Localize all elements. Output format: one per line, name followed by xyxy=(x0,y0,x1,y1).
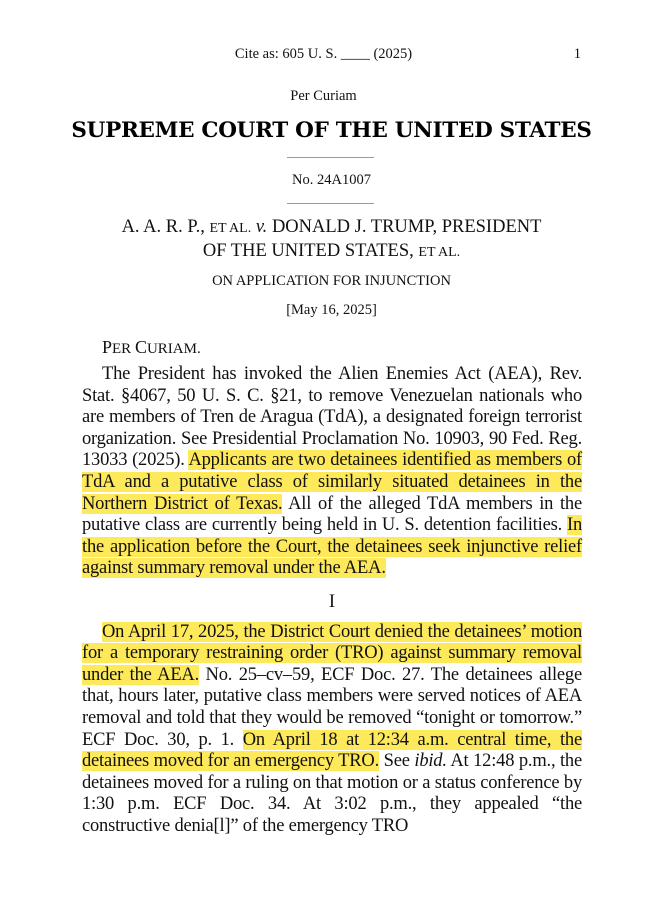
opinion-label-initial-2: C xyxy=(134,337,147,357)
para2-text-2a: See xyxy=(379,751,415,772)
docket-number: No. 24A1007 xyxy=(292,172,371,188)
para2-text-2b: At 12:48 p.m., the detainees moved for a ruling on that motion or a status conference by 1:30 p.m. ECF Doc. 34. At 3:02 p.m., they appealed “the constructive denia[l]” of the emergency TRO xyxy=(82,751,582,836)
caption-parties: A. A. R. P., xyxy=(121,217,210,237)
para2-highlight-2: On April 18 at 12:34 a.m. central time, the detainees moved for an emergency TRO. xyxy=(82,729,582,772)
case-caption xyxy=(0,216,647,264)
running-head-per-curiam: Per Curiam xyxy=(290,88,357,104)
section-heading: I xyxy=(328,591,336,612)
para2-highlight-1: On April 17, 2025, the District Court denied the detainees’ motion for a temporary restraining order (TRO) against summary removal under the AEA. xyxy=(82,621,582,685)
decision-date: [May 16, 2025] xyxy=(286,302,377,318)
opinion-label xyxy=(102,337,201,358)
caption-line-2 xyxy=(0,240,647,264)
para2-text-1: No. 25–cv–59, ECF Doc. 27. The detainees allege that, hours later, putative class members were served notices of AEA removal and told that they would be removed “tonight or tomorrow.” ECF Doc. 30, p. 1. xyxy=(82,664,582,750)
paragraph-1 xyxy=(82,364,582,580)
citation-line: Cite as: 605 U. S. ____ (2025) xyxy=(234,46,413,62)
para1-text-1: The President has invoked the Alien Enemies Act (AEA), Rev. Stat. §4067, 50 U. S. C. §21, to remove Venezuelan nationals who are members of Tren de Aragua (TdA), a designated foreign terrorist organization. See Presidential Proclamation No. 10903, 90 Fed. Reg. 13033 (2025). xyxy=(82,364,582,471)
para1-text-2: All of the alleged TdA members in the putative class are currently being held in U. S. detention facilities. xyxy=(82,493,582,536)
caption-versus: v. xyxy=(251,217,268,237)
paragraph-2 xyxy=(82,622,582,838)
opinion-label-initial-1: P xyxy=(102,337,113,357)
opinion-body xyxy=(82,364,582,837)
caption-et-al: ET AL. xyxy=(209,221,252,236)
application-type: ON APPLICATION FOR INJUNCTION xyxy=(212,273,451,289)
caption-respondent: DONALD J. TRUMP, PRESIDENT xyxy=(267,217,542,237)
court-name: SUPREME COURT OF THE UNITED STATES xyxy=(71,118,592,143)
opinion-label-rest-1: ER xyxy=(112,341,135,357)
opinion-label-rest-2: URIAM. xyxy=(146,341,201,357)
divider-rule-top xyxy=(287,157,374,158)
para2-ibid: ibid. xyxy=(414,751,447,772)
caption-respondent-cont: OF THE UNITED STATES, xyxy=(202,241,419,261)
caption-et-al-2: ET AL. xyxy=(418,245,461,260)
para1-highlight-1: Applicants are two detainees identified as members of TdA and a putative class of similarly situated detainees in the Northern District of Texas. xyxy=(82,450,582,514)
page-number: 1 xyxy=(573,46,581,62)
divider-rule-bottom xyxy=(287,203,374,204)
para1-highlight-2: In the application before the Court, the detainees seek injunctive relief against summary removal under the AEA. xyxy=(82,515,582,579)
caption-line-1 xyxy=(0,216,647,240)
